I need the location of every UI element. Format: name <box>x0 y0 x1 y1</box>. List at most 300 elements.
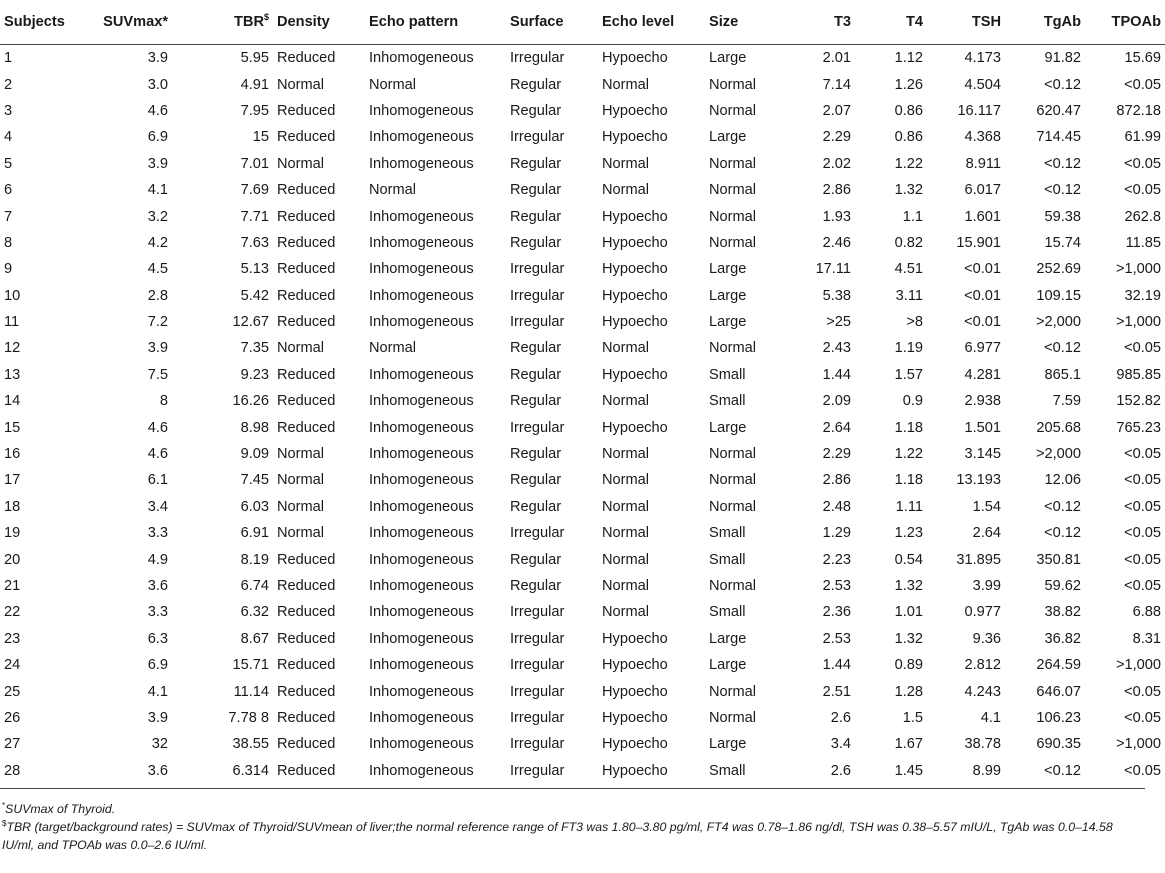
cell-t3: 5.38 <box>822 287 851 304</box>
header-t3: T3 <box>783 0 855 45</box>
cell-tbr: 7.01 <box>240 155 269 172</box>
cell-tsh: 4.243 <box>964 683 1001 700</box>
cell-t4: 1.32 <box>894 630 923 647</box>
cell-size: Normal <box>709 155 757 172</box>
cell-tbr: 7.69 <box>240 182 269 199</box>
cell-subject: 21 <box>4 578 21 594</box>
cell-t3: 2.02 <box>822 155 851 172</box>
cell-tbr: 6.74 <box>240 578 269 594</box>
cell-subject: 5 <box>4 155 13 172</box>
cell-subject: 10 <box>4 287 21 304</box>
header-echo-pattern: Echo pattern <box>365 0 506 45</box>
cell-tgab: >2,000 <box>1035 314 1081 331</box>
cell-suvmax: 4.9 <box>147 551 168 568</box>
cell-t4: 0.86 <box>894 129 923 146</box>
cell-suvmax: 3.9 <box>147 50 168 67</box>
cell-density: Reduced <box>277 287 336 304</box>
table-row <box>0 599 1165 625</box>
cell-t4: 1.67 <box>894 736 923 753</box>
cell-subject: 2 <box>4 76 13 93</box>
cell-density: Reduced <box>277 261 336 278</box>
cell-t4: 1.18 <box>894 472 923 489</box>
cell-size: Large <box>709 314 747 331</box>
cell-density: Reduced <box>277 578 336 594</box>
table-bottom-rule <box>0 788 1145 789</box>
cell-t4: 1.5 <box>902 709 923 726</box>
cell-tgab: 714.45 <box>1036 129 1081 146</box>
cell-surface: Regular <box>510 234 562 251</box>
cell-tsh: 6.977 <box>964 340 1001 357</box>
cell-tgab: <0.12 <box>1044 340 1081 357</box>
cell-suvmax: 32 <box>151 736 168 753</box>
cell-size: Normal <box>709 446 757 463</box>
cell-t4: 4.51 <box>894 261 923 278</box>
cell-t3: 1.29 <box>822 525 851 542</box>
cell-subject: 25 <box>4 683 21 700</box>
cell-tsh: 8.99 <box>972 762 1001 779</box>
cell-tbr: 15.71 <box>232 657 269 674</box>
cell-subject: 4 <box>4 129 13 146</box>
cell-subject: 14 <box>4 393 21 410</box>
cell-t3: 2.09 <box>822 393 851 410</box>
cell-density: Reduced <box>277 234 336 251</box>
cell-tpoab: 152.82 <box>1116 393 1161 410</box>
cell-subject: 9 <box>4 261 13 278</box>
table-row <box>0 283 1165 309</box>
cell-surface: Irregular <box>510 683 565 700</box>
cell-echo-level: Normal <box>602 446 650 463</box>
cell-tsh: 9.36 <box>972 630 1001 647</box>
cell-density: Normal <box>277 155 325 172</box>
cell-echo-level: Hypoecho <box>602 234 668 251</box>
cell-tgab: 252.69 <box>1036 261 1081 278</box>
cell-t4: 1.1 <box>902 208 923 225</box>
cell-tsh: 2.812 <box>964 657 1001 674</box>
cell-tpoab: <0.05 <box>1124 155 1161 172</box>
cell-suvmax: 7.2 <box>147 314 168 331</box>
cell-echo-pattern: Inhomogeneous <box>369 366 474 383</box>
cell-surface: Regular <box>510 393 562 410</box>
header-tgab: TgAb <box>1005 0 1085 45</box>
cell-size: Normal <box>709 683 757 700</box>
cell-echo-pattern: Inhomogeneous <box>369 472 474 489</box>
cell-tpoab: 262.8 <box>1124 208 1161 225</box>
cell-suvmax: 3.3 <box>147 604 168 621</box>
cell-surface: Irregular <box>510 50 565 67</box>
cell-tgab: >2,000 <box>1035 446 1081 463</box>
cell-size: Normal <box>709 578 757 594</box>
header-subjects: Subjects <box>0 0 83 45</box>
cell-echo-pattern: Inhomogeneous <box>369 393 474 410</box>
cell-echo-pattern: Inhomogeneous <box>369 419 474 436</box>
cell-size: Large <box>709 261 747 278</box>
cell-subject: 19 <box>4 525 21 542</box>
cell-suvmax: 7.5 <box>147 366 168 383</box>
cell-tgab: <0.12 <box>1044 762 1081 779</box>
cell-surface: Irregular <box>510 129 565 146</box>
cell-suvmax: 4.1 <box>147 683 168 700</box>
cell-echo-level: Normal <box>602 578 650 594</box>
table-row <box>0 441 1165 467</box>
table-body <box>0 45 1165 784</box>
cell-echo-level: Hypoecho <box>602 762 668 779</box>
cell-surface: Irregular <box>510 261 565 278</box>
cell-tpoab: <0.05 <box>1124 525 1161 542</box>
cell-density: Reduced <box>277 683 336 700</box>
cell-tsh: 0.977 <box>964 604 1001 621</box>
cell-density: Reduced <box>277 762 336 779</box>
cell-t4: 1.12 <box>894 50 923 67</box>
cell-t3: 2.01 <box>822 50 851 67</box>
cell-surface: Irregular <box>510 630 565 647</box>
cell-echo-level: Normal <box>602 604 650 621</box>
cell-echo-level: Hypoecho <box>602 419 668 436</box>
cell-t3: 2.29 <box>822 446 851 463</box>
cell-t4: 1.45 <box>894 762 923 779</box>
cell-echo-pattern: Inhomogeneous <box>369 630 474 647</box>
cell-echo-level: Hypoecho <box>602 630 668 647</box>
cell-tgab: 36.82 <box>1044 630 1081 647</box>
cell-echo-pattern: Inhomogeneous <box>369 578 474 594</box>
cell-tgab: 620.47 <box>1036 102 1081 119</box>
cell-density: Normal <box>277 472 325 489</box>
cell-density: Reduced <box>277 657 336 674</box>
cell-subject: 28 <box>4 762 21 779</box>
cell-tgab: <0.12 <box>1044 182 1081 199</box>
cell-t3: 2.53 <box>822 630 851 647</box>
cell-tgab: <0.12 <box>1044 76 1081 93</box>
cell-tbr: 15 <box>252 129 269 146</box>
cell-echo-level: Hypoecho <box>602 50 668 67</box>
cell-surface: Regular <box>510 182 562 199</box>
cell-suvmax: 4.2 <box>147 234 168 251</box>
cell-tbr: 7.45 <box>240 472 269 489</box>
cell-tbr: 6.91 <box>240 525 269 542</box>
cell-surface: Irregular <box>510 314 565 331</box>
cell-subject: 17 <box>4 472 21 489</box>
cell-tsh: 4.173 <box>964 50 1001 67</box>
cell-tpoab: 6.88 <box>1132 604 1161 621</box>
cell-tsh: 1.601 <box>964 208 1001 225</box>
cell-surface: Irregular <box>510 762 565 779</box>
cell-tbr: 5.95 <box>240 50 269 67</box>
cell-echo-pattern: Inhomogeneous <box>369 446 474 463</box>
cell-tbr: 8.67 <box>240 630 269 647</box>
cell-echo-pattern: Inhomogeneous <box>369 604 474 621</box>
cell-density: Reduced <box>277 736 336 753</box>
cell-tpoab: 8.31 <box>1132 630 1161 647</box>
cell-suvmax: 4.5 <box>147 261 168 278</box>
cell-t4: 1.22 <box>894 446 923 463</box>
cell-tbr: 7.95 <box>240 102 269 119</box>
cell-tsh: 16.117 <box>957 102 1001 119</box>
cell-surface: Regular <box>510 208 562 225</box>
cell-t3: 2.43 <box>822 340 851 357</box>
cell-tpoab: 872.18 <box>1116 102 1161 119</box>
cell-tgab: 865.1 <box>1044 366 1081 383</box>
cell-t3: 2.29 <box>822 129 851 146</box>
table-row <box>0 494 1165 520</box>
cell-surface: Irregular <box>510 419 565 436</box>
cell-tpoab: <0.05 <box>1124 578 1161 594</box>
cell-size: Normal <box>709 182 757 199</box>
cell-tbr: 6.32 <box>240 604 269 621</box>
cell-tsh: <0.01 <box>964 261 1001 278</box>
cell-subject: 24 <box>4 657 21 674</box>
table-row <box>0 45 1165 72</box>
cell-t3: 2.86 <box>822 182 851 199</box>
cell-tbr: 4.91 <box>240 76 269 93</box>
cell-tgab: 59.38 <box>1044 208 1081 225</box>
table-row <box>0 256 1165 282</box>
cell-suvmax: 6.3 <box>147 630 168 647</box>
cell-tpoab: <0.05 <box>1124 182 1161 199</box>
cell-surface: Regular <box>510 472 562 489</box>
cell-tsh: 38.78 <box>964 736 1001 753</box>
cell-echo-level: Normal <box>602 393 650 410</box>
cell-subject: 23 <box>4 630 21 647</box>
cell-tgab: 109.15 <box>1036 287 1081 304</box>
cell-size: Large <box>709 50 747 67</box>
cell-tpoab: <0.05 <box>1124 709 1161 726</box>
cell-size: Small <box>709 525 746 542</box>
cell-density: Reduced <box>277 551 336 568</box>
cell-tgab: 350.81 <box>1036 551 1081 568</box>
cell-density: Reduced <box>277 50 336 67</box>
cell-suvmax: 6.9 <box>147 129 168 146</box>
cell-tsh: 4.1 <box>980 709 1001 726</box>
cell-echo-level: Normal <box>602 551 650 568</box>
cell-tsh: 4.504 <box>964 76 1001 93</box>
cell-size: Small <box>709 762 746 779</box>
cell-surface: Regular <box>510 102 562 119</box>
table-row <box>0 388 1165 414</box>
cell-suvmax: 3.6 <box>147 578 168 594</box>
cell-density: Reduced <box>277 182 336 199</box>
table-row <box>0 652 1165 678</box>
cell-tpoab: 11.85 <box>1125 234 1161 251</box>
cell-size: Normal <box>709 76 757 93</box>
cell-subject: 1 <box>4 50 13 67</box>
cell-tsh: 4.281 <box>964 366 1001 383</box>
cell-echo-pattern: Inhomogeneous <box>369 50 474 67</box>
cell-density: Reduced <box>277 419 336 436</box>
cell-echo-pattern: Inhomogeneous <box>369 261 474 278</box>
cell-tpoab: <0.05 <box>1124 340 1161 357</box>
cell-tbr: 11.14 <box>233 683 269 700</box>
cell-tpoab: <0.05 <box>1124 472 1161 489</box>
cell-t3: 2.23 <box>822 551 851 568</box>
cell-tsh: 15.901 <box>956 234 1001 251</box>
cell-subject: 3 <box>4 102 13 119</box>
cell-t4: 0.54 <box>894 551 923 568</box>
table-row <box>0 98 1165 124</box>
table-header <box>0 0 1165 45</box>
cell-subject: 27 <box>4 736 21 753</box>
cell-tpoab: 15.69 <box>1124 50 1161 67</box>
cell-suvmax: 4.6 <box>147 446 168 463</box>
cell-density: Reduced <box>277 129 336 146</box>
cell-size: Large <box>709 657 747 674</box>
table-row <box>0 177 1165 203</box>
cell-t3: 1.44 <box>822 657 851 674</box>
cell-echo-level: Hypoecho <box>602 208 668 225</box>
header-suvmax: SUVmax* <box>83 0 172 45</box>
cell-tsh: <0.01 <box>964 314 1001 331</box>
cell-suvmax: 4.6 <box>147 102 168 119</box>
cell-echo-level: Hypoecho <box>602 261 668 278</box>
cell-surface: Regular <box>510 551 562 568</box>
cell-tpoab: <0.05 <box>1124 446 1161 463</box>
cell-t3: 2.36 <box>822 604 851 621</box>
cell-tsh: 13.193 <box>956 472 1001 489</box>
cell-suvmax: 8 <box>159 393 168 410</box>
cell-echo-pattern: Inhomogeneous <box>369 287 474 304</box>
cell-tpoab: 985.85 <box>1116 366 1161 383</box>
cell-echo-level: Hypoecho <box>602 736 668 753</box>
cell-tsh: 2.938 <box>964 393 1001 410</box>
cell-t4: 1.19 <box>894 340 923 357</box>
cell-size: Small <box>709 604 746 621</box>
table-row <box>0 573 1165 599</box>
cell-t4: 1.22 <box>894 155 923 172</box>
cell-echo-level: Hypoecho <box>602 129 668 146</box>
cell-t4: 1.01 <box>894 604 923 621</box>
header-size: Size <box>705 0 783 45</box>
cell-t4: 1.26 <box>894 76 923 93</box>
cell-tbr: 9.23 <box>240 366 269 383</box>
cell-tbr: 7.78 8 <box>228 709 269 726</box>
cell-tsh: 6.017 <box>964 182 1001 199</box>
cell-echo-level: Normal <box>602 498 650 515</box>
cell-surface: Irregular <box>510 525 565 542</box>
cell-t4: 3.11 <box>895 287 923 304</box>
cell-tsh: 1.501 <box>964 419 1001 436</box>
cell-echo-level: Normal <box>602 155 650 172</box>
table-row <box>0 203 1165 229</box>
cell-size: Large <box>709 736 747 753</box>
cell-echo-pattern: Inhomogeneous <box>369 498 474 515</box>
table-row <box>0 467 1165 493</box>
cell-subject: 26 <box>4 709 21 726</box>
cell-subject: 20 <box>4 551 21 568</box>
table-row <box>0 626 1165 652</box>
cell-tpoab: 61.99 <box>1124 129 1161 146</box>
cell-density: Reduced <box>277 630 336 647</box>
cell-tpoab: <0.05 <box>1124 683 1161 700</box>
cell-tgab: 15.74 <box>1044 234 1081 251</box>
cell-density: Normal <box>277 76 325 93</box>
cell-tsh: 31.895 <box>956 551 1001 568</box>
cell-t3: 2.86 <box>822 472 851 489</box>
cell-t3: 2.48 <box>822 498 851 515</box>
cell-echo-pattern: Normal <box>369 76 417 93</box>
cell-density: Normal <box>277 498 325 515</box>
cell-tbr: 8.19 <box>240 551 269 568</box>
cell-tgab: 690.35 <box>1036 736 1081 753</box>
cell-surface: Irregular <box>510 736 565 753</box>
table-row <box>0 151 1165 177</box>
cell-tgab: <0.12 <box>1044 155 1081 172</box>
cell-tbr: 6.314 <box>232 762 269 779</box>
cell-echo-pattern: Inhomogeneous <box>369 683 474 700</box>
cell-size: Large <box>709 630 747 647</box>
cell-echo-pattern: Inhomogeneous <box>369 234 474 251</box>
cell-tbr: 7.71 <box>240 208 269 225</box>
cell-tgab: <0.12 <box>1044 525 1081 542</box>
cell-echo-pattern: Inhomogeneous <box>369 709 474 726</box>
cell-density: Reduced <box>277 366 336 383</box>
cell-t4: 1.32 <box>894 578 923 594</box>
header-row <box>0 0 1165 45</box>
cell-t3: 1.93 <box>822 208 851 225</box>
cell-t3: 2.46 <box>822 234 851 251</box>
table-row <box>0 546 1165 572</box>
cell-suvmax: 2.8 <box>147 287 168 304</box>
cell-tbr: 12.67 <box>232 314 269 331</box>
cell-density: Reduced <box>277 709 336 726</box>
cell-suvmax: 6.9 <box>147 657 168 674</box>
cell-size: Large <box>709 129 747 146</box>
cell-size: Small <box>709 551 746 568</box>
cell-t3: 2.51 <box>822 683 851 700</box>
cell-subject: 7 <box>4 208 13 225</box>
cell-t4: >8 <box>906 314 923 331</box>
cell-size: Normal <box>709 340 757 357</box>
cell-tgab: 646.07 <box>1036 683 1081 700</box>
cell-echo-pattern: Inhomogeneous <box>369 155 474 172</box>
cell-echo-level: Hypoecho <box>602 657 668 674</box>
cell-tpoab: >1,000 <box>1115 736 1161 753</box>
cell-surface: Regular <box>510 366 562 383</box>
cell-surface: Irregular <box>510 657 565 674</box>
cell-t3: 2.6 <box>830 762 851 779</box>
cell-subject: 13 <box>4 366 21 383</box>
table-row <box>0 520 1165 546</box>
cell-echo-level: Hypoecho <box>602 314 668 331</box>
cell-tsh: 4.368 <box>964 129 1001 146</box>
cell-density: Normal <box>277 340 325 357</box>
cell-echo-pattern: Inhomogeneous <box>369 102 474 119</box>
cell-surface: Regular <box>510 340 562 357</box>
cell-tpoab: <0.05 <box>1124 551 1161 568</box>
cell-echo-level: Hypoecho <box>602 287 668 304</box>
header-tpoab: TPOAb <box>1085 0 1165 45</box>
cell-tsh: <0.01 <box>964 287 1001 304</box>
cell-t4: 1.57 <box>894 366 923 383</box>
table-row <box>0 731 1165 757</box>
table-row <box>0 124 1165 150</box>
header-density: Density <box>273 0 365 45</box>
cell-size: Large <box>709 419 747 436</box>
cell-tgab: 91.82 <box>1044 50 1081 67</box>
cell-echo-pattern: Inhomogeneous <box>369 314 474 331</box>
cell-density: Normal <box>277 446 325 463</box>
cell-subject: 11 <box>4 314 20 331</box>
cell-echo-level: Hypoecho <box>602 709 668 726</box>
cell-density: Normal <box>277 525 325 542</box>
cell-echo-level: Hypoecho <box>602 683 668 700</box>
table-row <box>0 230 1165 256</box>
cell-tbr: 7.63 <box>240 234 269 251</box>
cell-size: Small <box>709 366 746 383</box>
cell-t4: 0.82 <box>894 234 923 251</box>
cell-tsh: 1.54 <box>972 498 1001 515</box>
cell-size: Normal <box>709 208 757 225</box>
cell-subject: 16 <box>4 446 21 463</box>
cell-size: Large <box>709 287 747 304</box>
cell-t3: 17.11 <box>815 261 851 278</box>
